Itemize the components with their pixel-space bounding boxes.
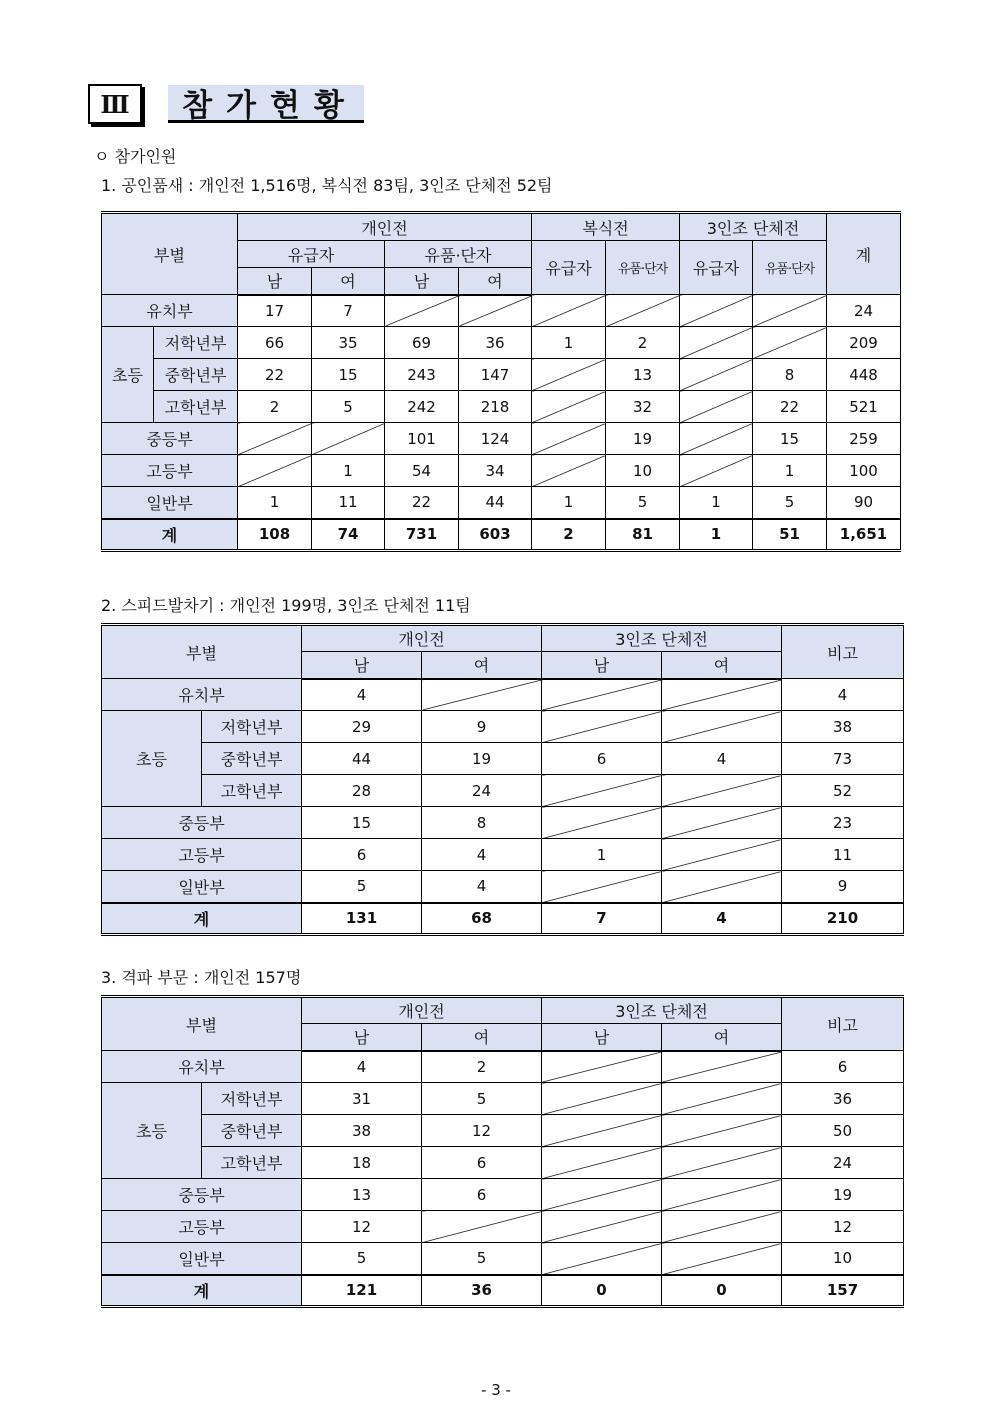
cell: 10 — [606, 455, 680, 487]
table-row — [102, 1051, 904, 1083]
cell: 1 — [680, 487, 753, 519]
empty-cell — [542, 1243, 662, 1275]
cell-total: 1,651 — [827, 519, 901, 551]
row-label: 일반부 — [102, 1243, 302, 1275]
row-label: 중등부 — [102, 423, 238, 455]
cell-note: 210 — [782, 903, 904, 935]
cell: 4 — [662, 743, 782, 775]
row-label: 중학년부 — [154, 359, 238, 391]
cell: 12 — [302, 1211, 422, 1243]
table-row — [102, 327, 901, 359]
table-poomsae — [101, 211, 901, 552]
row-label: 일반부 — [102, 487, 238, 519]
cell: 15 — [753, 423, 827, 455]
row-label: 중학년부 — [202, 743, 302, 775]
row-label: 고학년부 — [202, 1147, 302, 1179]
table-row — [102, 391, 901, 423]
col-header-poom-dan: 유품·단자 — [385, 241, 532, 268]
row-label: 고등부 — [102, 839, 302, 871]
empty-cell — [542, 1211, 662, 1243]
cell: 34 — [459, 455, 532, 487]
empty-cell — [312, 423, 385, 455]
empty-cell — [542, 1083, 662, 1115]
intro-line: ㅇ 참가인원 — [94, 147, 177, 166]
table-row — [102, 743, 904, 775]
cell: 66 — [238, 327, 312, 359]
cell: 22 — [385, 487, 459, 519]
empty-cell — [662, 871, 782, 903]
row-label: 중등부 — [102, 807, 302, 839]
cell: 31 — [302, 1083, 422, 1115]
cell: 44 — [302, 743, 422, 775]
col-header-female: 여 — [312, 268, 385, 295]
cell: 2 — [238, 391, 312, 423]
col-header-female: 여 — [422, 652, 542, 679]
table-row — [102, 871, 904, 903]
empty-cell — [680, 295, 753, 327]
row-label: 계 — [102, 903, 302, 935]
cell-total: 521 — [827, 391, 901, 423]
col-header-team-poom-dan: 유품·단자 — [753, 241, 827, 295]
row-label: 유치부 — [102, 295, 238, 327]
row-label: 저학년부 — [202, 711, 302, 743]
cell-note: 10 — [782, 1243, 904, 1275]
table1-caption: 1. 공인품새 : 개인전 1,516명, 복식전 83팀, 3인조 단체전 52팀 — [101, 176, 553, 195]
cell: 29 — [302, 711, 422, 743]
table-row — [102, 679, 904, 711]
cell: 603 — [459, 519, 532, 551]
cell: 36 — [422, 1275, 542, 1307]
row-label: 저학년부 — [154, 327, 238, 359]
cell: 1 — [542, 839, 662, 871]
table3-caption: 3. 격파 부문 : 개인전 157명 — [101, 968, 302, 987]
cell: 44 — [459, 487, 532, 519]
cell: 15 — [302, 807, 422, 839]
col-header-team: 3인조 단체전 — [542, 997, 782, 1024]
empty-cell — [680, 423, 753, 455]
cell: 218 — [459, 391, 532, 423]
empty-cell — [238, 455, 312, 487]
cell: 8 — [422, 807, 542, 839]
cell: 18 — [302, 1147, 422, 1179]
col-header-male: 남 — [385, 268, 459, 295]
empty-cell — [680, 391, 753, 423]
cell: 5 — [422, 1243, 542, 1275]
col-header-male: 남 — [238, 268, 312, 295]
cell: 38 — [302, 1115, 422, 1147]
cell: 4 — [302, 1051, 422, 1083]
empty-cell — [542, 1115, 662, 1147]
table-row — [102, 711, 904, 743]
cell: 7 — [312, 295, 385, 327]
empty-cell — [422, 1211, 542, 1243]
col-header-individual: 개인전 — [238, 213, 532, 241]
cell-note: 38 — [782, 711, 904, 743]
cell: 51 — [753, 519, 827, 551]
table-row — [102, 807, 904, 839]
cell: 2 — [606, 327, 680, 359]
empty-cell — [422, 679, 542, 711]
row-label: 저학년부 — [202, 1083, 302, 1115]
cell: 4 — [662, 903, 782, 935]
empty-cell — [753, 295, 827, 327]
empty-cell — [662, 807, 782, 839]
col-header-division: 부별 — [102, 213, 238, 295]
empty-cell — [385, 295, 459, 327]
empty-cell — [532, 359, 606, 391]
col-header-team-kyu: 유급자 — [680, 241, 753, 295]
cell-note: 11 — [782, 839, 904, 871]
cell-note: 52 — [782, 775, 904, 807]
cell: 5 — [422, 1083, 542, 1115]
cell: 5 — [753, 487, 827, 519]
empty-cell — [542, 1147, 662, 1179]
col-header-female: 여 — [422, 1024, 542, 1051]
empty-cell — [542, 711, 662, 743]
cell: 5 — [302, 1243, 422, 1275]
empty-cell — [680, 327, 753, 359]
row-label: 고등부 — [102, 1211, 302, 1243]
cell: 101 — [385, 423, 459, 455]
cell: 1 — [532, 487, 606, 519]
cell: 124 — [459, 423, 532, 455]
total-row — [102, 519, 901, 551]
cell: 24 — [422, 775, 542, 807]
empty-cell — [662, 1083, 782, 1115]
col-header-female: 여 — [662, 652, 782, 679]
cell: 1 — [532, 327, 606, 359]
group-label: 초등 — [102, 1083, 202, 1179]
cell: 19 — [606, 423, 680, 455]
cell: 5 — [312, 391, 385, 423]
cell-total: 100 — [827, 455, 901, 487]
row-label: 고등부 — [102, 455, 238, 487]
cell: 13 — [606, 359, 680, 391]
col-header-individual: 개인전 — [302, 997, 542, 1024]
row-label: 계 — [102, 519, 238, 551]
table2-caption: 2. 스피드발차기 : 개인전 199명, 3인조 단체전 11팀 — [101, 596, 471, 615]
table-row — [102, 423, 901, 455]
cell: 6 — [422, 1147, 542, 1179]
cell: 74 — [312, 519, 385, 551]
cell-note: 23 — [782, 807, 904, 839]
col-header-doubles-poom-dan: 유품·단자 — [606, 241, 680, 295]
cell: 6 — [302, 839, 422, 871]
empty-cell — [753, 327, 827, 359]
row-label: 중등부 — [102, 1179, 302, 1211]
col-header-total: 계 — [827, 213, 901, 295]
cell: 1 — [312, 455, 385, 487]
total-row — [102, 903, 904, 935]
group-label: 초등 — [102, 711, 202, 807]
cell: 13 — [302, 1179, 422, 1211]
empty-cell — [542, 775, 662, 807]
cell-note: 19 — [782, 1179, 904, 1211]
section-title: 참가현황 — [168, 85, 364, 123]
cell: 15 — [312, 359, 385, 391]
cell: 5 — [606, 487, 680, 519]
cell: 6 — [542, 743, 662, 775]
cell: 32 — [606, 391, 680, 423]
section-heading — [88, 84, 364, 124]
cell: 2 — [422, 1051, 542, 1083]
cell: 108 — [238, 519, 312, 551]
cell: 22 — [238, 359, 312, 391]
cell-note: 4 — [782, 679, 904, 711]
empty-cell — [542, 679, 662, 711]
empty-cell — [662, 679, 782, 711]
cell-total: 209 — [827, 327, 901, 359]
cell: 8 — [753, 359, 827, 391]
cell-total: 259 — [827, 423, 901, 455]
col-header-team: 3인조 단체전 — [542, 625, 782, 652]
cell: 4 — [422, 871, 542, 903]
table-breaking — [101, 995, 904, 1308]
cell: 1 — [680, 519, 753, 551]
section-number: Ⅲ — [88, 84, 142, 124]
table-row — [102, 775, 904, 807]
cell: 0 — [542, 1275, 662, 1307]
cell-note: 73 — [782, 743, 904, 775]
row-label: 유치부 — [102, 1051, 302, 1083]
cell: 243 — [385, 359, 459, 391]
cell: 731 — [385, 519, 459, 551]
cell-note: 9 — [782, 871, 904, 903]
col-header-male: 남 — [302, 652, 422, 679]
table-speed-kick — [101, 623, 904, 936]
empty-cell — [542, 871, 662, 903]
cell: 242 — [385, 391, 459, 423]
empty-cell — [662, 1243, 782, 1275]
cell: 12 — [422, 1115, 542, 1147]
table-row — [102, 1211, 904, 1243]
col-header-female: 여 — [459, 268, 532, 295]
total-row — [102, 1275, 904, 1307]
table-row — [102, 1083, 904, 1115]
col-header-note: 비고 — [782, 625, 904, 679]
col-header-individual: 개인전 — [302, 625, 542, 652]
col-header-male: 남 — [542, 652, 662, 679]
cell-note: 12 — [782, 1211, 904, 1243]
cell-total: 24 — [827, 295, 901, 327]
cell-note: 36 — [782, 1083, 904, 1115]
cell: 22 — [753, 391, 827, 423]
cell: 69 — [385, 327, 459, 359]
table-row — [102, 295, 901, 327]
col-header-note: 비고 — [782, 997, 904, 1051]
cell-note: 6 — [782, 1051, 904, 1083]
group-label: 초등 — [102, 327, 154, 423]
empty-cell — [680, 455, 753, 487]
cell: 36 — [459, 327, 532, 359]
table-row — [102, 1147, 904, 1179]
empty-cell — [532, 391, 606, 423]
page-number: - 3 - — [481, 1381, 511, 1399]
cell-note: 24 — [782, 1147, 904, 1179]
empty-cell — [662, 839, 782, 871]
cell: 147 — [459, 359, 532, 391]
row-label: 일반부 — [102, 871, 302, 903]
empty-cell — [662, 1211, 782, 1243]
empty-cell — [532, 423, 606, 455]
cell: 7 — [542, 903, 662, 935]
table-row — [102, 1115, 904, 1147]
empty-cell — [662, 1115, 782, 1147]
cell: 17 — [238, 295, 312, 327]
cell: 2 — [532, 519, 606, 551]
empty-cell — [680, 359, 753, 391]
cell: 121 — [302, 1275, 422, 1307]
empty-cell — [532, 295, 606, 327]
cell-total: 448 — [827, 359, 901, 391]
cell: 54 — [385, 455, 459, 487]
table-row — [102, 839, 904, 871]
empty-cell — [459, 295, 532, 327]
table-row — [102, 1243, 904, 1275]
cell: 1 — [753, 455, 827, 487]
col-header-doubles-kyu: 유급자 — [532, 241, 606, 295]
col-header-division: 부별 — [102, 997, 302, 1051]
cell-note: 157 — [782, 1275, 904, 1307]
empty-cell — [238, 423, 312, 455]
empty-cell — [662, 1051, 782, 1083]
empty-cell — [542, 807, 662, 839]
cell: 0 — [662, 1275, 782, 1307]
cell-note: 50 — [782, 1115, 904, 1147]
cell: 35 — [312, 327, 385, 359]
row-label: 유치부 — [102, 679, 302, 711]
table-row — [102, 359, 901, 391]
cell: 19 — [422, 743, 542, 775]
col-header-kyu: 유급자 — [238, 241, 385, 268]
cell: 131 — [302, 903, 422, 935]
cell: 5 — [302, 871, 422, 903]
col-header-male: 남 — [542, 1024, 662, 1051]
col-header-division: 부별 — [102, 625, 302, 679]
table-row — [102, 1179, 904, 1211]
empty-cell — [662, 1179, 782, 1211]
empty-cell — [542, 1051, 662, 1083]
empty-cell — [542, 1179, 662, 1211]
empty-cell — [606, 295, 680, 327]
col-header-male: 남 — [302, 1024, 422, 1051]
cell: 68 — [422, 903, 542, 935]
table-row — [102, 455, 901, 487]
col-header-doubles: 복식전 — [532, 213, 680, 241]
cell: 9 — [422, 711, 542, 743]
table-row — [102, 487, 901, 519]
row-label: 고학년부 — [202, 775, 302, 807]
cell: 4 — [422, 839, 542, 871]
col-header-team: 3인조 단체전 — [680, 213, 827, 241]
col-header-female: 여 — [662, 1024, 782, 1051]
empty-cell — [532, 455, 606, 487]
row-label: 고학년부 — [154, 391, 238, 423]
empty-cell — [662, 711, 782, 743]
cell: 1 — [238, 487, 312, 519]
cell-total: 90 — [827, 487, 901, 519]
cell: 81 — [606, 519, 680, 551]
cell: 28 — [302, 775, 422, 807]
cell: 4 — [302, 679, 422, 711]
empty-cell — [662, 775, 782, 807]
row-label: 계 — [102, 1275, 302, 1307]
row-label: 중학년부 — [202, 1115, 302, 1147]
cell: 6 — [422, 1179, 542, 1211]
empty-cell — [662, 1147, 782, 1179]
cell: 11 — [312, 487, 385, 519]
